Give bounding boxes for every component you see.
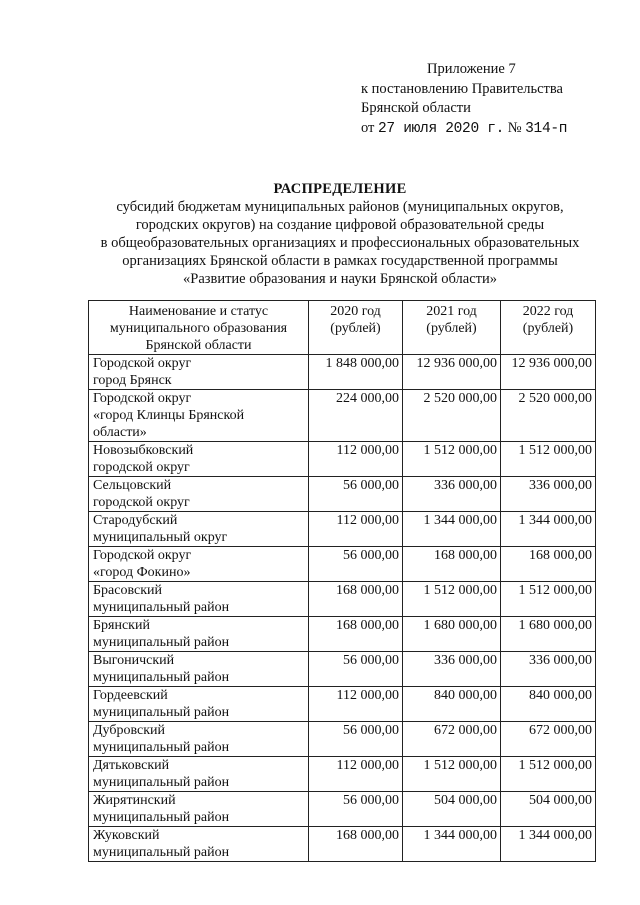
row-name-cell: [89, 547, 309, 582]
row-2020-value: 168 000,00: [309, 617, 403, 652]
row-2020-value: 112 000,00: [309, 442, 403, 477]
row-2022-value: 1 344 000,00: [501, 827, 596, 862]
row-2021-value: 336 000,00: [403, 652, 501, 687]
header-name-line: муниципального образования: [109, 321, 288, 336]
table-row: [89, 757, 596, 792]
row-name-line: муниципальный район: [93, 600, 230, 615]
header-name: [89, 301, 309, 355]
subsidy-table: [88, 300, 596, 862]
row-2021-value: 168 000,00: [403, 547, 501, 582]
row-name-line: Городской округ: [93, 548, 192, 563]
row-name-line: муниципальный район: [93, 810, 230, 825]
row-name-line: муниципальный район: [93, 740, 230, 755]
header-2020: [309, 301, 403, 355]
row-2020-value: 112 000,00: [309, 687, 403, 722]
row-2020-value: 224 000,00: [309, 390, 403, 442]
row-name-cell: [89, 355, 309, 390]
row-2021-value: 1 512 000,00: [403, 757, 501, 792]
row-name-line: муниципальный район: [93, 705, 230, 720]
row-name-cell: [89, 827, 309, 862]
row-name-line: Жуковский: [93, 828, 160, 843]
row-2021-value: 1 344 000,00: [403, 827, 501, 862]
row-2022-value: 1 344 000,00: [501, 512, 596, 547]
appendix-date: 27 июля 2020 г.: [378, 120, 505, 137]
row-name-cell: [89, 687, 309, 722]
row-name-cell: [89, 442, 309, 477]
row-2022-value: 840 000,00: [501, 687, 596, 722]
row-2021-value: 504 000,00: [403, 792, 501, 827]
row-2021-value: 672 000,00: [403, 722, 501, 757]
heading-line-2: городских округов) на создание цифровой образовательной среды: [135, 217, 545, 233]
row-name-line: муниципальный район: [93, 670, 230, 685]
row-name-line: городской округ: [93, 495, 190, 510]
row-name-line: Городской округ: [93, 391, 192, 406]
document-heading: [100, 180, 580, 288]
row-name-line: Жирятинский: [93, 793, 176, 808]
row-name-line: Гордеевский: [93, 688, 168, 703]
table-row: [89, 477, 596, 512]
row-name-cell: [89, 390, 309, 442]
header-2020-year: 2020 год: [330, 304, 381, 319]
row-name-line: «город Фокино»: [93, 565, 191, 580]
table-row: [89, 390, 596, 442]
row-2021-value: 840 000,00: [403, 687, 501, 722]
row-name-cell: [89, 722, 309, 757]
row-2020-value: 56 000,00: [309, 722, 403, 757]
row-name-line: муниципальный округ: [93, 530, 228, 545]
row-2022-value: 1 512 000,00: [501, 582, 596, 617]
row-2020-value: 112 000,00: [309, 757, 403, 792]
row-2022-value: 672 000,00: [501, 722, 596, 757]
row-2022-value: 1 680 000,00: [501, 617, 596, 652]
row-name-line: «город Клинцы Брянской: [93, 408, 245, 423]
appendix-block: [361, 60, 567, 139]
appendix-date-line: [361, 119, 567, 140]
appendix-region: Брянской области: [361, 100, 471, 116]
heading-line-4: организациях Брянской области в рамках государственной программы: [122, 253, 558, 269]
row-name-cell: [89, 792, 309, 827]
row-2022-value: 1 512 000,00: [501, 442, 596, 477]
heading-line-3: в общеобразовательных организациях и профессиональных образовательных: [100, 235, 580, 251]
row-name-line: муниципальный район: [93, 775, 230, 790]
table-header-row: [89, 301, 596, 355]
row-name-cell: [89, 582, 309, 617]
table-row: [89, 442, 596, 477]
row-2020-value: 56 000,00: [309, 792, 403, 827]
row-name-line: Дубровский: [93, 723, 166, 738]
row-2021-value: 2 520 000,00: [403, 390, 501, 442]
row-2020-value: 168 000,00: [309, 827, 403, 862]
row-2022-value: 336 000,00: [501, 477, 596, 512]
row-2020-value: 112 000,00: [309, 512, 403, 547]
row-name-line: муниципальный район: [93, 635, 230, 650]
row-2022-value: 504 000,00: [501, 792, 596, 827]
appendix-number: 314-п: [525, 120, 568, 137]
row-2021-value: 336 000,00: [403, 477, 501, 512]
header-2021-unit: (рублей): [426, 321, 477, 336]
row-2021-value: 1 680 000,00: [403, 617, 501, 652]
table-row: [89, 827, 596, 862]
row-2022-value: 168 000,00: [501, 547, 596, 582]
row-2020-value: 56 000,00: [309, 477, 403, 512]
row-name-cell: [89, 512, 309, 547]
row-2020-value: 168 000,00: [309, 582, 403, 617]
row-name-line: городской округ: [93, 460, 190, 475]
header-2022-unit: (рублей): [522, 321, 574, 336]
row-name-line: Брасовский: [93, 583, 162, 598]
row-2022-value: 336 000,00: [501, 652, 596, 687]
row-name-line: Сельцовский: [93, 478, 172, 493]
row-2021-value: 1 512 000,00: [403, 582, 501, 617]
row-name-line: Выгоничский: [93, 653, 175, 668]
row-name-line: муниципальный район: [93, 845, 230, 860]
row-name-line: город Брянск: [93, 373, 172, 388]
table-row: [89, 355, 596, 390]
heading-line-5: «Развитие образования и науки Брянской области»: [183, 271, 497, 287]
appendix-title: Приложение 7: [427, 61, 516, 77]
row-name-line: области»: [93, 425, 147, 440]
row-name-cell: [89, 617, 309, 652]
row-2022-value: 2 520 000,00: [501, 390, 596, 442]
table-row: [89, 512, 596, 547]
row-name-line: Городской округ: [93, 356, 192, 371]
header-2021-year: 2021 год: [426, 304, 477, 319]
heading-line-1: субсидий бюджетам муниципальных районов (муниципальных округов,: [116, 199, 564, 215]
row-2020-value: 56 000,00: [309, 652, 403, 687]
table-row: [89, 722, 596, 757]
row-2021-value: 1 512 000,00: [403, 442, 501, 477]
appendix-resolution: к постановлению Правительства: [361, 80, 563, 97]
table-row: [89, 617, 596, 652]
row-2022-value: 1 512 000,00: [501, 757, 596, 792]
row-name-cell: [89, 652, 309, 687]
row-name-cell: [89, 757, 309, 792]
row-2020-value: 1 848 000,00: [309, 355, 403, 390]
table-row: [89, 652, 596, 687]
table-row: [89, 687, 596, 722]
row-name-cell: [89, 477, 309, 512]
header-2020-unit: (рублей): [330, 321, 381, 336]
row-2021-value: 12 936 000,00: [403, 355, 501, 390]
document-title: РАСПРЕДЕЛЕНИЕ: [273, 181, 407, 197]
table-row: [89, 792, 596, 827]
table-row: [89, 547, 596, 582]
row-2020-value: 56 000,00: [309, 547, 403, 582]
row-name-line: Новозыбковский: [93, 443, 194, 458]
header-name-line: Наименование и статус: [128, 304, 269, 319]
row-name-line: Брянский: [93, 618, 150, 633]
row-2022-value: 12 936 000,00: [501, 355, 596, 390]
header-2022: [501, 301, 596, 355]
row-name-line: Дятьковский: [93, 758, 170, 773]
appendix-date-prefix: от: [361, 119, 375, 136]
table-row: [89, 582, 596, 617]
header-name-line: Брянской области: [145, 338, 252, 353]
header-2021: [403, 301, 501, 355]
row-name-line: Стародубский: [93, 513, 178, 528]
row-2021-value: 1 344 000,00: [403, 512, 501, 547]
appendix-number-label: №: [507, 119, 522, 136]
header-2022-year: 2022 год: [522, 304, 574, 319]
